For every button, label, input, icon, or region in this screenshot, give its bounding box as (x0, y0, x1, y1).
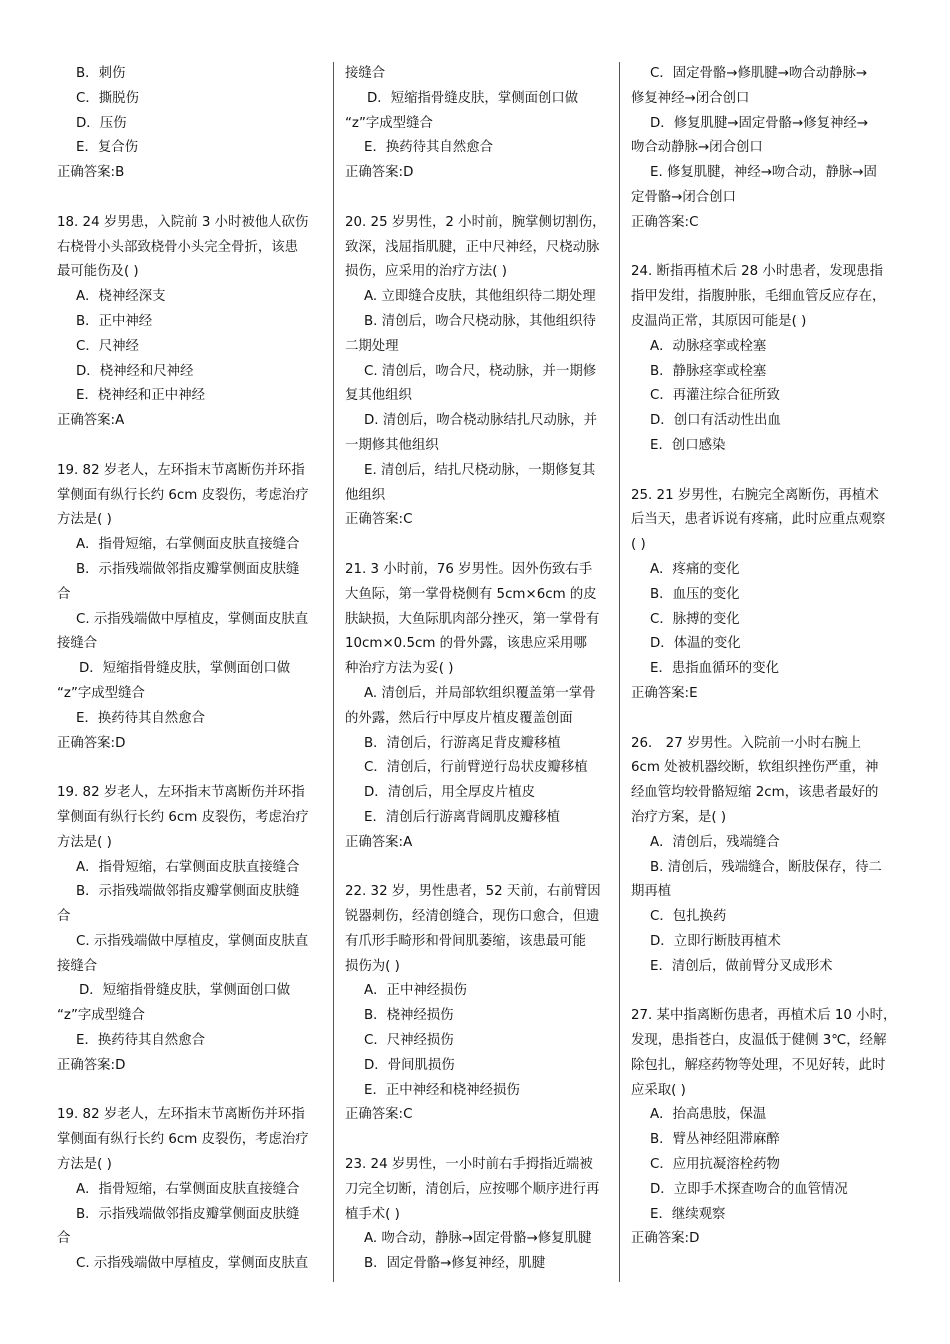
answer-option: A. 吻合动，静脉→固定骨骼→修复肌腱 (364, 1231, 592, 1247)
answer-option: E．继续观察 (650, 1206, 726, 1222)
answer-option: D．立即手术探查吻合的血管情况 (650, 1181, 848, 1197)
blank-line (631, 979, 903, 1004)
text-line: 复其他组织 (345, 388, 412, 404)
text-line: 治疗方案，是( ) (631, 809, 727, 825)
text-line: 植手术( ) (345, 1206, 400, 1222)
answer-option: A．清创后，残端缝合 (650, 834, 780, 850)
text-line: 合 (57, 586, 71, 602)
text-line: 指甲发绀，指腹肿胀，毛细血管反应存在， (631, 289, 886, 305)
answer-option: A．指骨短缩，右掌侧面皮肤直接缝合 (76, 859, 300, 875)
blank-line (631, 459, 903, 484)
answer-option: B．示指残端做邻指皮瓣掌侧面皮肤缝 (76, 884, 300, 900)
blank-line (57, 186, 324, 211)
answer-option: E. 修复肌腱，神经→吻合动，静脉→固 (650, 165, 877, 181)
answer-option: B．正中神经 (76, 313, 153, 329)
text-line: 掌侧面有纵行长约 6cm 皮裂伤，考虑治疗 (57, 1132, 309, 1148)
correct-answer: 正确答案:D (57, 1057, 126, 1073)
answer-option: B．静脉痉挛或栓塞 (650, 363, 767, 379)
answer-option: D．修复肌腱→固定骨骼→修复神经→ (650, 115, 869, 131)
answer-option: B．桡神经损伤 (364, 1008, 454, 1024)
correct-answer: 正确答案:A (345, 834, 413, 850)
answer-option: A．抬高患肢，保温 (650, 1107, 767, 1123)
text-line: 合 (57, 1231, 71, 1247)
text-line: 方法是( ) (57, 834, 112, 850)
text-line: 的外露，然后行中厚皮片植皮覆盖创面 (345, 710, 573, 726)
correct-answer: 正确答案:C (631, 214, 699, 230)
correct-answer: 正确答案:D (345, 165, 414, 181)
blank-line (57, 1079, 324, 1104)
answer-option: E．创口感染 (650, 437, 726, 453)
text-line: 一期修其他组织 (345, 437, 439, 453)
correct-answer: 正确答案:E (631, 685, 698, 701)
answer-option: B．示指残端做邻指皮瓣掌侧面皮肤缝 (76, 561, 300, 577)
blank-line (345, 533, 610, 558)
answer-option: E．正中神经和桡神经损伤 (364, 1082, 520, 1098)
answer-option: B．血压的变化 (650, 586, 740, 602)
answer-option: E．清创后行游离背阔肌皮瓣移植 (364, 809, 560, 825)
answer-option: B．臂丛神经阻滞麻醉 (650, 1132, 780, 1148)
text-line: 接缝合 (345, 66, 386, 81)
answer-option: C．固定骨骼→修肌腱→吻合动静脉→ (650, 66, 868, 81)
text-line: 损伤，应采用的治疗方法( ) (345, 264, 508, 280)
text-line: 右桡骨小头部致桡骨小头完全骨折，该患 (57, 239, 299, 255)
text-line: 合 (57, 909, 71, 925)
answer-option: A．动脉痉挛或栓塞 (650, 338, 767, 354)
text-line: 种治疗方法为妥( ) (345, 661, 454, 677)
answer-option: C．包扎换药 (650, 909, 727, 925)
question-stem: 19. 82 岁老人，左环指末节离断伤并环指 (57, 1107, 305, 1123)
answer-option: A．桡神经深支 (76, 289, 166, 305)
text-line: “z”字成型缝合 (57, 1008, 145, 1024)
question-stem: 25. 21 岁男性，右腕完全离断伤，再植术 (631, 487, 879, 503)
correct-answer: 正确答案:A (57, 413, 125, 429)
text-line: “z”字成型缝合 (57, 685, 145, 701)
answer-option: A．疼痛的变化 (650, 561, 740, 577)
blank-line (345, 1128, 610, 1153)
answer-option: E. 清创后，结扎尺桡动脉，一期修复其 (364, 462, 596, 478)
text-line: 最可能伤及( ) (57, 264, 139, 280)
text-line: 他组织 (345, 487, 386, 503)
text-line: 10cm×0.5cm 的骨外露，该患应采用哪 (345, 636, 587, 652)
text-line: 吻合动静脉→闭合创口 (631, 140, 763, 156)
text-line: 6cm 处被机器绞断，软组织挫伤严重，神 (631, 760, 879, 776)
text-line: 修复神经→闭合创口 (631, 90, 750, 106)
answer-option: E．清创后，做前臂分叉成形术 (650, 958, 833, 974)
answer-option: D．骨间肌损伤 (364, 1057, 455, 1073)
blank-line (57, 434, 324, 459)
answer-option: E．换药待其自然愈合 (76, 1033, 205, 1049)
text-line: 发现，患指苍白，皮温低于健侧 3℃，经解 (631, 1033, 887, 1049)
text-line: 除包扎，解痉药物等处理，不见好转，此时 (631, 1057, 886, 1073)
blank-line (345, 186, 610, 211)
answer-option: D．立即行断肢再植术 (650, 933, 781, 949)
correct-answer: 正确答案:C (345, 512, 413, 528)
text-column-right (631, 62, 903, 1252)
answer-option: C．尺神经 (76, 338, 139, 354)
text-line: 致深，浅屈指肌腱，正中尺神经，尺桡动脉 (345, 239, 600, 255)
text-line: 经血管均较骨骼短缩 2cm，该患者最好的 (631, 785, 879, 801)
text-line: 掌侧面有纵行长约 6cm 皮裂伤，考虑治疗 (57, 487, 309, 503)
answer-option: C．清创后，行前臂逆行岛状皮瓣移植 (364, 760, 588, 776)
question-stem: 26． 27 岁男性。入院前一小时右腕上 (631, 735, 862, 751)
text-line: 方法是( ) (57, 1157, 112, 1173)
text-line: “z”字成型缝合 (345, 115, 433, 131)
question-stem: 21. 3 小时前，76 岁男性。因外伤致右手 (345, 561, 593, 577)
answer-option: C．再灌注综合征所致 (650, 388, 780, 404)
text-line: 皮温尚正常，其原因可能是( ) (631, 313, 807, 329)
answer-option: C. 清创后，吻合尺，桡动脉，并一期修 (364, 363, 597, 379)
answer-option: C. 示指残端做中厚植皮，掌侧面皮肤直 (76, 1256, 309, 1272)
answer-option: E．换药待其自然愈合 (364, 140, 493, 156)
answer-option: E．换药待其自然愈合 (76, 710, 205, 726)
text-line: 期再植 (631, 884, 672, 900)
answer-option: E．桡神经和正中神经 (76, 388, 205, 404)
blank-line (631, 236, 903, 261)
blank-line (57, 756, 324, 781)
answer-option: B．刺伤 (76, 66, 126, 81)
text-line: 后当天，患者诉说有疼痛，此时应重点观察 (631, 512, 886, 528)
text-line: 肤缺损，大鱼际肌肉部分挫灭，第一掌骨有 (345, 611, 600, 627)
text-line: 有爪形手畸形和骨间肌萎缩，该患最可能 (345, 933, 587, 949)
answer-option: D．压伤 (76, 115, 127, 131)
answer-option: B．清创后，行游离足背皮瓣移植 (364, 735, 561, 751)
text-line: 接缝合 (57, 636, 98, 652)
answer-option: A．正中神经损伤 (364, 983, 467, 999)
answer-option: C．尺神经损伤 (364, 1033, 454, 1049)
answer-option: B．固定骨骼→修复神经，肌腱 (364, 1256, 546, 1272)
answer-option: D．创口有活动性出血 (650, 413, 781, 429)
text-line: 方法是( ) (57, 512, 112, 528)
answer-option: C. 示指残端做中厚植皮，掌侧面皮肤直 (76, 933, 309, 949)
answer-option: D．短缩指骨缝皮肤，掌侧面创口做 (79, 661, 291, 677)
text-line: ( ) (631, 537, 646, 553)
text-line: 刀完全切断，清创后，应按哪个顺序进行再 (345, 1181, 600, 1197)
column-divider (619, 62, 620, 1282)
answer-option: A. 立即缝合皮肤，其他组织待二期处理 (364, 289, 596, 305)
text-column-middle (345, 62, 610, 1277)
answer-option: D．短缩指骨缝皮肤，掌侧面创口做 (79, 983, 291, 999)
question-stem: 19. 82 岁老人，左环指末节离断伤并环指 (57, 462, 305, 478)
text-line: 定骨骼→闭合创口 (631, 189, 736, 205)
text-line: 掌侧面有纵行长约 6cm 皮裂伤，考虑治疗 (57, 809, 309, 825)
question-stem: 20. 25 岁男性，2 小时前，腕掌侧切割伤， (345, 214, 606, 230)
text-line: 接缝合 (57, 958, 98, 974)
answer-option: D．桡神经和尺神经 (76, 363, 194, 379)
answer-option: C．撕脱伤 (76, 90, 139, 106)
correct-answer: 正确答案:B (57, 165, 125, 181)
answer-option: A．指骨短缩，右掌侧面皮肤直接缝合 (76, 537, 300, 553)
question-stem: 23. 24 岁男性，一小时前右手拇指近端被 (345, 1157, 593, 1173)
text-line: 应采取( ) (631, 1082, 686, 1098)
text-line: 大鱼际，第一掌骨桡侧有 5cm×6cm 的皮 (345, 586, 597, 602)
blank-line (631, 707, 903, 732)
answer-option: B. 清创后，吻合尺桡动脉，其他组织待 (364, 313, 596, 329)
text-line: 损伤为( ) (345, 958, 400, 974)
blank-line (345, 856, 610, 881)
text-line: 锐器刺伤，经清创缝合，现伤口愈合，但遗 (345, 909, 600, 925)
answer-option: A. 清创后，并局部软组织覆盖第一掌骨 (364, 685, 596, 701)
text-column-left (57, 62, 324, 1277)
question-stem: 19. 82 岁老人，左环指末节离断伤并环指 (57, 785, 305, 801)
correct-answer: 正确答案:C (345, 1107, 413, 1123)
answer-option: E．复合伤 (76, 140, 139, 156)
answer-option: D. 清创后，吻合桡动脉结扎尺动脉，并 (364, 413, 598, 429)
answer-option: E．患指血循环的变化 (650, 661, 779, 677)
question-stem: 22. 32 岁，男性患者，52 天前，右前臂因 (345, 884, 601, 900)
column-divider (333, 62, 334, 1282)
answer-option: D．短缩指骨缝皮肤，掌侧面创口做 (367, 90, 579, 106)
correct-answer: 正确答案:D (631, 1231, 700, 1247)
question-stem: 24. 断指再植术后 28 小时患者，发现患指 (631, 264, 883, 280)
answer-option: A．指骨短缩，右掌侧面皮肤直接缝合 (76, 1181, 300, 1197)
answer-option: D．体温的变化 (650, 636, 741, 652)
answer-option: D．清创后，用全厚皮片植皮 (364, 785, 535, 801)
correct-answer: 正确答案:D (57, 735, 126, 751)
answer-option: C．应用抗凝溶栓药物 (650, 1157, 780, 1173)
answer-option: C．脉搏的变化 (650, 611, 740, 627)
question-stem: 18. 24 岁男患，入院前 3 小时被他人砍伤 (57, 214, 309, 230)
answer-option: B．示指残端做邻指皮瓣掌侧面皮肤缝 (76, 1206, 300, 1222)
answer-option: B. 清创后，残端缝合，断肢保存，待二 (650, 859, 882, 875)
answer-option: C. 示指残端做中厚植皮，掌侧面皮肤直 (76, 611, 309, 627)
question-stem: 27. 某中指离断伤患者，再植术后 10 小时， (631, 1008, 897, 1024)
text-line: 二期处理 (345, 338, 399, 354)
